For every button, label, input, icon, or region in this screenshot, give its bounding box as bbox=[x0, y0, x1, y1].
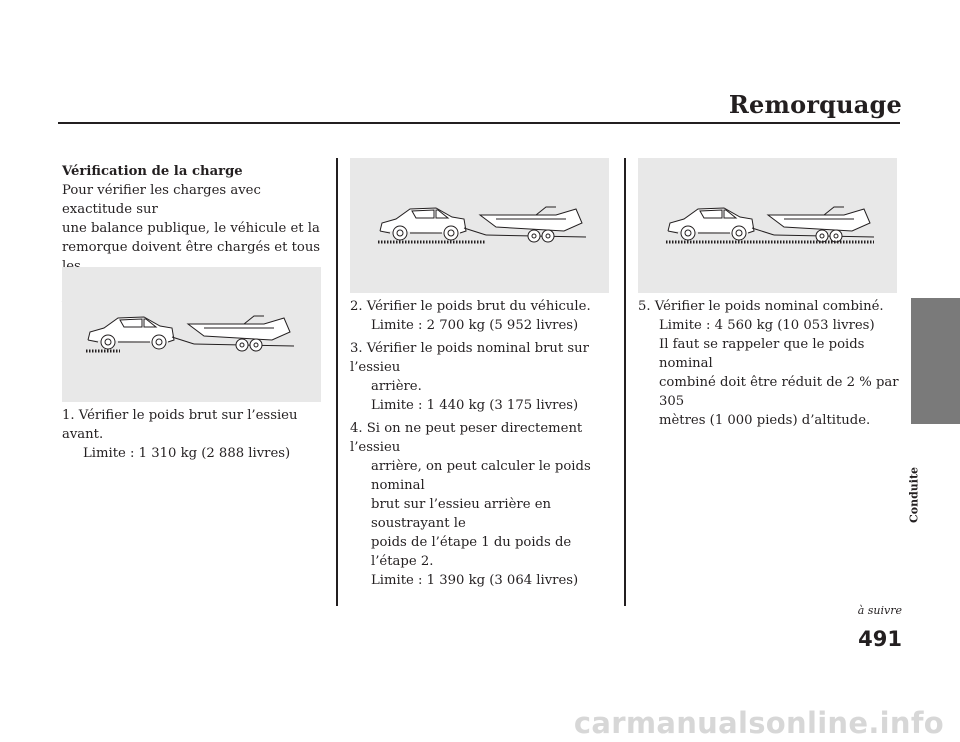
car-boat-trailer-illustration bbox=[350, 158, 609, 293]
car-boat-trailer-illustration bbox=[638, 158, 897, 293]
step-4-limit: Limite : 1 390 kg (3 064 livres) bbox=[371, 573, 579, 588]
column-divider-2 bbox=[624, 158, 626, 606]
step-5 bbox=[638, 297, 900, 430]
steps-2-4 bbox=[350, 297, 618, 594]
step-5-note: combiné doit être réduit de 2 % par 305 bbox=[659, 375, 899, 409]
step-4-text: 4. Si on ne peut peser directement l’essieu bbox=[350, 421, 583, 455]
car-boat-trailer-illustration bbox=[62, 267, 321, 402]
step-2 bbox=[350, 297, 618, 335]
page-title: Remorquage bbox=[728, 90, 902, 119]
step-1 bbox=[62, 406, 332, 463]
step-2-text: 2. Vérifier le poids brut du véhicule. bbox=[350, 299, 591, 314]
intro-line: remorque doivent être chargés et tous bbox=[62, 240, 321, 255]
step-4-text-cont: arrière, on peut calculer le poids nominal bbox=[371, 459, 591, 493]
step-5-limit: Limite : 4 560 kg (10 053 livres) bbox=[659, 318, 875, 333]
step-4 bbox=[350, 419, 618, 590]
figure-combined-weight bbox=[638, 158, 897, 293]
watermark: carmanualsonline.info bbox=[573, 705, 944, 740]
step-5-note: mètres (1 000 pieds) d’altitude. bbox=[659, 413, 871, 428]
page-number: 491 bbox=[858, 627, 902, 651]
step-4-text-cont: brut sur l’essieu arrière en soustrayant le bbox=[371, 497, 552, 531]
step-3-text-cont: arrière. bbox=[371, 379, 422, 394]
step-4-text-cont: poids de l’étape 1 du poids de l’étape 2. bbox=[371, 535, 572, 569]
figure-vehicle-weight bbox=[350, 158, 609, 293]
intro-line: une balance publique, le véhicule et la bbox=[62, 221, 320, 236]
intro-heading: Vérification de la charge bbox=[62, 164, 243, 179]
continued-note: à suivre bbox=[857, 604, 902, 617]
figure-front-axle bbox=[62, 267, 321, 402]
step-2-limit: Limite : 2 700 kg (5 952 livres) bbox=[371, 318, 579, 333]
header-divider bbox=[58, 122, 900, 124]
column-divider-1 bbox=[336, 158, 338, 606]
section-tab bbox=[911, 298, 960, 424]
section-tab-label: Conduite bbox=[907, 466, 921, 524]
step-1-text: 1. Vérifier le poids brut sur l’essieu avant. bbox=[62, 408, 298, 442]
step-1-limit: Limite : 1 310 kg (2 888 livres) bbox=[83, 446, 291, 461]
intro-line: Pour vérifier les charges avec exactitude sur bbox=[62, 183, 261, 217]
step-5-note: Il faut se rappeler que le poids nominal bbox=[659, 337, 865, 371]
step-3-text: 3. Vérifier le poids nominal brut sur l’essieu bbox=[350, 341, 589, 375]
step-3 bbox=[350, 339, 618, 415]
step-3-limit: Limite : 1 440 kg (3 175 livres) bbox=[371, 398, 579, 413]
step-5-text: 5. Vérifier le poids nominal combiné. bbox=[638, 299, 884, 314]
